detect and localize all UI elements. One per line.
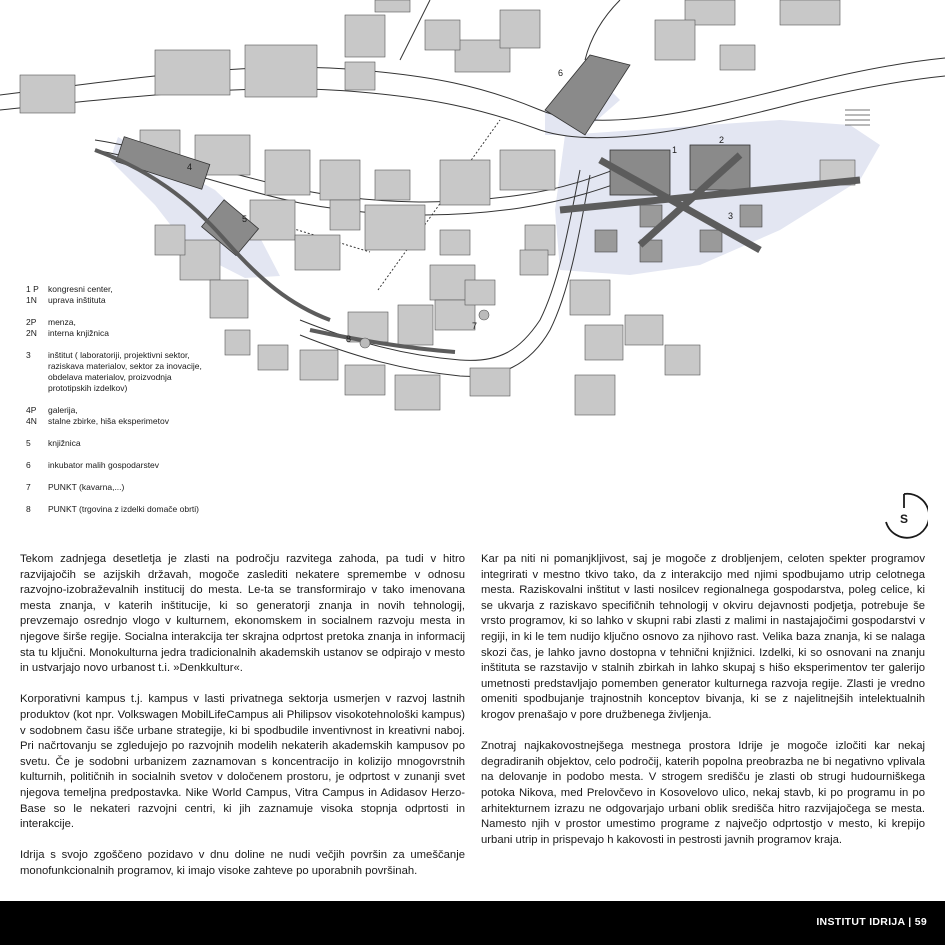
map-label-7: 7 — [472, 321, 478, 331]
legend-text — [48, 504, 276, 515]
legend-line: inštitut ( laboratoriji, projektivni sektor, — [48, 350, 190, 360]
legend-text — [48, 460, 276, 471]
legend-gap — [26, 306, 276, 317]
legend-line: raziskava materialov, sektor za inovacije, — [48, 361, 202, 371]
legend-gap — [26, 427, 276, 438]
legend-line: galerija, — [48, 405, 78, 415]
legend-text — [48, 405, 276, 427]
map-label-6: 6 — [558, 68, 564, 78]
page-footer — [0, 901, 945, 945]
footer-page-label: INSTITUT IDRIJA | 59 — [816, 916, 927, 928]
text-column-right — [481, 552, 925, 864]
legend-line: uprava inštituta — [48, 295, 106, 305]
legend-line: stalne zbirke, hiša eksperimetov — [48, 416, 169, 426]
legend-line: PUNKT (kavarna,...) — [48, 482, 125, 492]
legend-code: 4P 4N — [26, 405, 37, 426]
legend-line: PUNKT (trgovina z izdelki domače obrti) — [48, 504, 200, 514]
legend-line: obdelava materialov, proizvodnja — [48, 372, 172, 382]
legend-gap — [26, 493, 276, 504]
legend-text — [48, 350, 276, 394]
legend-item — [26, 504, 276, 515]
legend-text — [48, 317, 276, 339]
legend-gap — [26, 394, 276, 405]
legend-code: 7 — [26, 482, 31, 492]
legend-text — [48, 482, 276, 493]
legend-text — [48, 438, 276, 449]
legend-code: 6 — [26, 460, 31, 470]
legend-item — [26, 350, 276, 394]
map-label-1: 1 — [672, 145, 678, 155]
legend-code: 1 P 1N — [26, 284, 39, 305]
paragraph: Idrija s svojo zgoščeno pozidavo v dnu doline ne nudi večjih površin za umeščanje monofunkcionalnih programov, ki imajo visoke zahteve po uporabnih površinah. — [20, 849, 465, 877]
north-label: S — [899, 512, 909, 526]
map-legend — [26, 284, 276, 515]
legend-line: prototipskih izdelkov) — [48, 383, 128, 393]
legend-gap — [26, 339, 276, 350]
legend-code: 2P 2N — [26, 317, 37, 338]
legend-line: knjižnica — [48, 438, 81, 448]
north-arrow-icon — [880, 492, 928, 540]
legend-item — [26, 317, 276, 339]
map-label-5: 5 — [242, 214, 248, 224]
legend-line: inkubator malih gospodarstev — [48, 460, 160, 470]
legend-code: 8 — [26, 504, 31, 514]
text-column-left — [20, 552, 465, 895]
legend-text — [48, 284, 276, 306]
paragraph: Korporativni kampus t.j. kampus v lasti privatnega sektorja usmerjen v razvoj lastnih produktov (kot npr. Volkswagen MobilLifeCampus ali Philipsov visokotehnološki kampus) v sodobnem času išče urbane strategije, ki bi spodbudile inventivnost in kreativni naboj. Pri načrtovanju se zgledujejo po razvojnih modelih nekaterih akademskih kampusov po svetu. Če je sodobni urbanizem zaznamovan s koncentracijo in kolizijo mnogovrstnih kulturnih, političnih in socialnih svetov v določenem prostoru, je odprtost v zunanji svet njegova temeljna predpostavka. Nike World Campus, Vitra Campus in Adidasov Herzo-Base so le nekateri razvojni centri, ki jih zaznamuje visoka stopnja odprtosti in interakcije. — [20, 693, 465, 831]
paragraph: Znotraj najkakovostnejšega mestnega prostora Idrije je mogoče izločiti kar nekaj degradiranih objektov, celo področij, katerih popolna preobrazba ne bi negativno vplivala na delovanje in podobo mesta. V strogem središču je zlasti ob strugi hudourniškega potoka Nikova, med Prelovčevo in Kosovelovo ulico, nekaj stavb, ki po programu in po arhitekturnem izrazu ne odgovarjajo urbani oblik središča hitro razvijajočega se mesta. Namesto njih v prostor umestimo programe z največjo odprtostjo v mesto, ki krepijo urbani utrip in prispevajo h kakovosti in pestrosti javnih programov kraja. — [481, 740, 925, 846]
legend-gap — [26, 449, 276, 460]
legend-line: menza, — [48, 317, 76, 327]
map-label-2: 2 — [719, 135, 725, 145]
legend-line: interna knjižnica — [48, 328, 109, 338]
map-label-8: 8 — [346, 334, 352, 344]
legend-gap — [26, 471, 276, 482]
legend-item — [26, 284, 276, 306]
legend-line: kongresni center, — [48, 284, 113, 294]
paragraph: Tekom zadnjega desetletja je zlasti na področju razvitega zahoda, pa tudi v hitro razvijajočih se azijskih državah, mogoče zaslediti nekatere spremembe v odnosu razvojno-izobraževalnih institucij do mesta. Le-ta se transformirajo v tako imenovana mesta znanja, v katerih inštitucije, ki so generatorji znanja in novih tehnologij, prevzemajo osrednjo vlogo v kulturnem, ekonomskem in socialnem razvoju mesta in njegove širše regije. Socialna interakcija ter skrajna odprtost pretoka znanja in informacij sta tu ključni. Monokulturna jedra tradicionalnih akademskih ustanov se odpirajo v mesto in ustvarjajo novo urbanost t.i. »Denkkultur«. — [20, 553, 465, 675]
map-label-4: 4 — [187, 162, 193, 172]
paragraph: Kar pa niti ni pomanjkljivost, saj je mogoče z drobljenjem, celoten spekter programov integrirati v mestno tkivo tako, da z interakcijo med njimi spodbujamo utrip celotnega mesta. Raziskovalni inštitut v lasti nosilcev regionalnega gospodarstva, poleg celice, ki se ukvarja z raziskavo specifičnih tehnologij v okviru dejavnosti podjetja, potrebuje še vrsto programov, ki so lahko v skupni rabi zlasti z malimi in nastajajočimi gospodarstvi v regiji, in ki le tem nudijo ključno osnovo za njihovo rast. Velika baza znanja, ki se nalaga skozi čas, je lahko javno dostopna v tehnični knjižnici. Izdelki, ki so osnovani na znanju inštituta se razstavijo v stalnih zbirkah in lahko skupaj s hišo eksperimentov ter galerijo umetnosti predstavljajo pomemben generator kulturnega razvoja regije. Zlasti je vredno omeniti spodbujanje trajnostnih konceptov bivanja, ki se z najelitnejših intelektualnih krogov prenašajo v pore družbenega življenja. — [481, 553, 925, 721]
legend-item — [26, 438, 276, 449]
legend-code: 5 — [26, 438, 31, 448]
legend-code: 3 — [26, 350, 31, 360]
legend-item — [26, 482, 276, 493]
legend-item — [26, 460, 276, 471]
legend-item — [26, 405, 276, 427]
map-label-3: 3 — [728, 211, 734, 221]
